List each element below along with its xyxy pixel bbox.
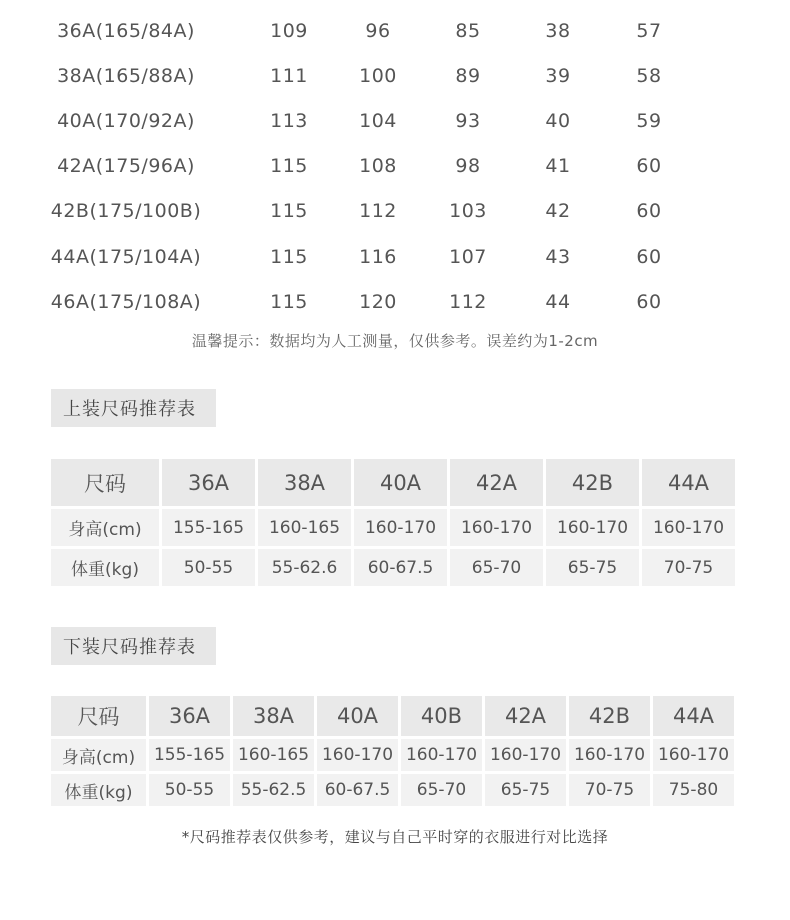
measurement-row bbox=[0, 53, 790, 98]
size-cell: 155-165 bbox=[149, 739, 230, 771]
measurement-value: 60 bbox=[636, 245, 662, 268]
row-label: 身高(cm) bbox=[51, 739, 146, 771]
size-cell: 40A bbox=[354, 459, 447, 506]
measurement-value: 116 bbox=[359, 245, 397, 268]
measurement-value: 85 bbox=[455, 19, 481, 42]
measurement-value: 115 bbox=[270, 155, 308, 178]
size-cell: 160-170 bbox=[317, 739, 398, 771]
measurement-value: 112 bbox=[449, 290, 487, 313]
size-data-row bbox=[51, 739, 734, 771]
measurement-value: 96 bbox=[365, 19, 391, 42]
measurement-value: 59 bbox=[636, 109, 662, 132]
measurement-value: 112 bbox=[359, 200, 397, 223]
measurement-row bbox=[0, 144, 790, 189]
measurement-value: 107 bbox=[449, 245, 487, 268]
size-cell: 60-67.5 bbox=[317, 774, 398, 806]
measurement-value: 44 bbox=[545, 290, 571, 313]
size-label: 38A(165/88A) bbox=[57, 64, 195, 87]
bottom-size-title: 下装尺码推荐表 bbox=[51, 627, 216, 665]
size-cell: 50-55 bbox=[149, 774, 230, 806]
size-cell: 160-170 bbox=[354, 509, 447, 546]
measurement-value: 42 bbox=[545, 200, 571, 223]
measurement-value: 38 bbox=[545, 19, 571, 42]
measurement-value: 111 bbox=[270, 64, 308, 87]
measurement-value: 104 bbox=[359, 109, 397, 132]
size-data-row bbox=[51, 509, 735, 546]
measurement-value: 115 bbox=[270, 245, 308, 268]
size-cell: 55-62.5 bbox=[233, 774, 314, 806]
size-cell: 42A bbox=[450, 459, 543, 506]
measurement-value: 57 bbox=[636, 19, 662, 42]
measurement-value: 109 bbox=[270, 19, 308, 42]
measurement-value: 113 bbox=[270, 109, 308, 132]
size-cell: 42A bbox=[485, 696, 566, 736]
size-cell: 38A bbox=[258, 459, 351, 506]
size-cell: 36A bbox=[149, 696, 230, 736]
size-label: 42A(175/96A) bbox=[57, 155, 195, 178]
size-cell: 65-75 bbox=[546, 549, 639, 586]
measurement-value: 60 bbox=[636, 200, 662, 223]
size-cell: 160-170 bbox=[401, 739, 482, 771]
measurement-table bbox=[0, 8, 790, 324]
size-header-row bbox=[51, 459, 735, 506]
size-cell: 65-75 bbox=[485, 774, 566, 806]
row-label: 尺码 bbox=[51, 459, 159, 506]
size-cell: 160-170 bbox=[546, 509, 639, 546]
size-cell: 42B bbox=[546, 459, 639, 506]
bottom-size-table bbox=[48, 693, 737, 809]
top-size-title: 上装尺码推荐表 bbox=[51, 389, 216, 427]
size-cell: 75-80 bbox=[653, 774, 734, 806]
row-label: 尺码 bbox=[51, 696, 146, 736]
size-label: 40A(170/92A) bbox=[57, 109, 195, 132]
size-cell: 38A bbox=[233, 696, 314, 736]
measurement-value: 100 bbox=[359, 64, 397, 87]
top-size-table bbox=[48, 456, 738, 589]
measurement-value: 60 bbox=[636, 290, 662, 313]
measurement-value: 60 bbox=[636, 155, 662, 178]
size-cell: 160-170 bbox=[450, 509, 543, 546]
size-cell: 160-170 bbox=[653, 739, 734, 771]
measurement-row bbox=[0, 234, 790, 279]
size-cell: 160-170 bbox=[485, 739, 566, 771]
size-cell: 40B bbox=[401, 696, 482, 736]
size-cell: 65-70 bbox=[450, 549, 543, 586]
size-cell: 160-170 bbox=[642, 509, 735, 546]
size-label: 42B(175/100B) bbox=[50, 200, 202, 223]
measurement-value: 120 bbox=[359, 290, 397, 313]
size-cell: 65-70 bbox=[401, 774, 482, 806]
size-cell: 155-165 bbox=[162, 509, 255, 546]
size-cell: 42B bbox=[569, 696, 650, 736]
size-data-row bbox=[51, 549, 735, 586]
size-cell: 70-75 bbox=[642, 549, 735, 586]
size-cell: 160-165 bbox=[233, 739, 314, 771]
measurement-value: 89 bbox=[455, 64, 481, 87]
size-cell: 36A bbox=[162, 459, 255, 506]
size-header-row bbox=[51, 696, 734, 736]
size-cell: 44A bbox=[653, 696, 734, 736]
measurement-note: 温馨提示：数据均为人工测量，仅供参考。误差约为1-2cm bbox=[191, 332, 599, 350]
measurement-value: 40 bbox=[545, 109, 571, 132]
size-cell: 44A bbox=[642, 459, 735, 506]
measurement-value: 41 bbox=[545, 155, 571, 178]
size-cell: 160-165 bbox=[258, 509, 351, 546]
row-label: 身高(cm) bbox=[51, 509, 159, 546]
size-label: 44A(175/104A) bbox=[50, 245, 202, 268]
size-cell: 50-55 bbox=[162, 549, 255, 586]
measurement-value: 103 bbox=[449, 200, 487, 223]
size-cell: 55-62.6 bbox=[258, 549, 351, 586]
measurement-row bbox=[0, 98, 790, 143]
row-label: 体重(kg) bbox=[51, 774, 146, 806]
size-cell: 40A bbox=[317, 696, 398, 736]
measurement-value: 58 bbox=[636, 64, 662, 87]
size-cell: 160-170 bbox=[569, 739, 650, 771]
measurement-row bbox=[0, 279, 790, 324]
size-data-row bbox=[51, 774, 734, 806]
size-label: 36A(165/84A) bbox=[57, 19, 195, 42]
measurement-row bbox=[0, 189, 790, 234]
size-cell: 70-75 bbox=[569, 774, 650, 806]
size-cell: 60-67.5 bbox=[354, 549, 447, 586]
size-label: 46A(175/108A) bbox=[50, 290, 202, 313]
measurement-value: 98 bbox=[455, 155, 481, 178]
footer-note: *尺码推荐表仅供参考，建议与自己平时穿的衣服进行对比选择 bbox=[181, 828, 609, 846]
measurement-value: 39 bbox=[545, 64, 571, 87]
row-label: 体重(kg) bbox=[51, 549, 159, 586]
measurement-row bbox=[0, 8, 790, 53]
measurement-value: 115 bbox=[270, 200, 308, 223]
measurement-value: 115 bbox=[270, 290, 308, 313]
measurement-value: 93 bbox=[455, 109, 481, 132]
measurement-value: 108 bbox=[359, 155, 397, 178]
measurement-value: 43 bbox=[545, 245, 571, 268]
